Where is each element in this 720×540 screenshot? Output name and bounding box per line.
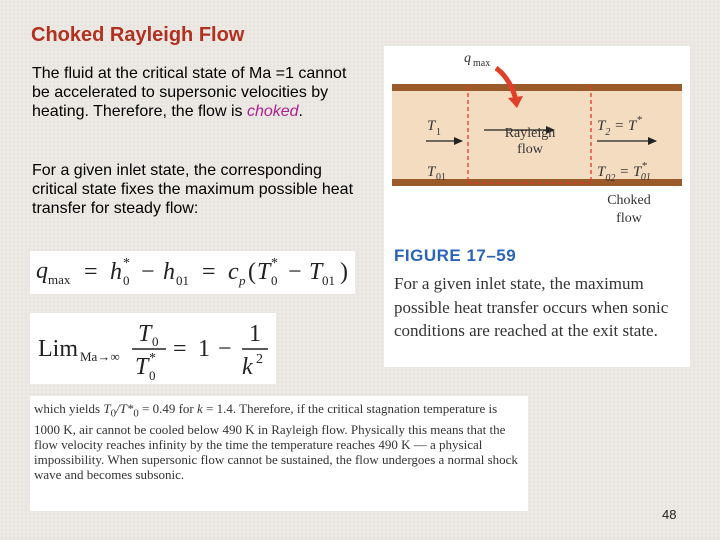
qmax-equation-graphic — [30, 251, 355, 294]
eq-h0star: h — [110, 259, 122, 285]
page-number: 48 — [662, 507, 677, 522]
note-ratio-num-sub: 0 — [110, 407, 116, 420]
choked-label-line2: flow — [616, 211, 642, 226]
eq-equals: = — [84, 259, 98, 285]
note-ratio-num: T — [103, 401, 111, 416]
t1-label-sub: 1 — [436, 127, 441, 138]
eq-lim-sub: Ma→∞ — [80, 349, 120, 364]
eq-frac-num: T — [138, 321, 152, 347]
figure-17-59 — [384, 46, 690, 367]
eq-minus: − — [141, 259, 155, 285]
eq-k-den-sup: 2 — [256, 352, 263, 367]
paragraph-choked-explanation — [32, 64, 362, 121]
eq-frac-num-sub: 0 — [152, 334, 159, 349]
choked-emphasis: choked — [246, 103, 299, 120]
eq-q: q — [36, 258, 48, 284]
figure-caption-text: For a given inlet state, the maximum possible heat transfer occurs when sonic conditions are reached at the exit state. — [394, 274, 669, 340]
t02-label: $T_{02} = T^*$ 01 — [597, 160, 651, 184]
eq-h01-sub: 01 — [176, 273, 189, 288]
paragraph-critical-state: For a given inlet state, the corresponding critical state fixes the maximum possible heat transfer for steady flow: — [32, 162, 354, 217]
paragraph-choked-main: The fluid at the critical state of Ma =1 cannot be accelerated to supersonic velocities by heating. Therefore, the flow is — [32, 65, 347, 120]
note-k: k — [197, 401, 203, 416]
paragraph-choked-end: . — [298, 103, 303, 120]
duct-top-wall — [392, 84, 682, 91]
eq-cp: c — [228, 259, 239, 285]
note-ratio-den-sub: 0 — [133, 407, 139, 420]
eq-t0star: T — [257, 259, 271, 285]
qmax-label-sub: max — [473, 58, 491, 69]
slide-title: Choked Rayleigh Flow — [31, 24, 245, 46]
eq-k-den: k — [242, 354, 253, 380]
eq-h01: h — [163, 259, 175, 285]
choked-label-line1: Choked — [607, 193, 651, 208]
eq-one: 1 — [198, 336, 210, 362]
eq-frac-den-sub: 0 — [149, 368, 156, 383]
limit-equation — [30, 313, 276, 384]
note-text-b: = 0.49 for — [138, 401, 197, 416]
t01-label-sub: 01 — [436, 172, 446, 183]
eq-cp-sub: p — [239, 273, 246, 288]
eq-equals-2: = — [202, 259, 216, 285]
eq-q-sub: max — [48, 272, 71, 287]
eq-h0star-sub: 0 — [123, 273, 130, 288]
eq-lim: Lim — [38, 336, 78, 362]
textbook-note — [30, 396, 528, 511]
qmax-equation — [30, 251, 355, 294]
figure-caption-title: FIGURE 17–59 — [394, 246, 517, 265]
limit-equation-graphic — [30, 313, 276, 384]
note-text-c: = 1.4. Therefore, if the critical stagnation temperature is 1000 K, air cannot be cooled below 490 K in Rayleigh flow. Physically this means that the flow velocity reaches infinity by the time the temperature reaches 490 K — a physical impossibility. When supersonic flow cannot be sustained, the flow undergoes a normal shock wave and becomes subsonic. — [34, 401, 518, 483]
eq-limit-minus: − — [218, 336, 232, 362]
eq-minus-2: − — [288, 259, 302, 285]
note-ratio-den: /T* — [115, 401, 134, 416]
eq-frac-den-sup: * — [149, 351, 156, 366]
eq-rparen: ) — [340, 259, 348, 285]
t2-label: $T_2 = T^*$ — [597, 114, 642, 138]
eq-limit-equals: = — [173, 336, 187, 362]
note-text-a: which yields — [34, 401, 104, 416]
t01-label: T — [427, 164, 436, 180]
rayleigh-label-line1: Rayleigh — [504, 126, 556, 141]
eq-k-num: 1 — [249, 321, 261, 347]
rayleigh-label-line2: flow — [517, 142, 543, 157]
eq-t0star-sup: * — [271, 256, 278, 271]
eq-t01-sub: 01 — [322, 273, 335, 288]
qmax-label: q — [464, 51, 471, 66]
eq-lparen: ( — [248, 259, 256, 285]
eq-t0star-sub: 0 — [271, 273, 278, 288]
rayleigh-duct-diagram — [384, 46, 690, 241]
t1-label: T — [427, 118, 436, 134]
eq-h0star-sup: * — [123, 256, 130, 271]
eq-frac-den: T — [135, 354, 149, 380]
eq-t01: T — [309, 259, 323, 285]
